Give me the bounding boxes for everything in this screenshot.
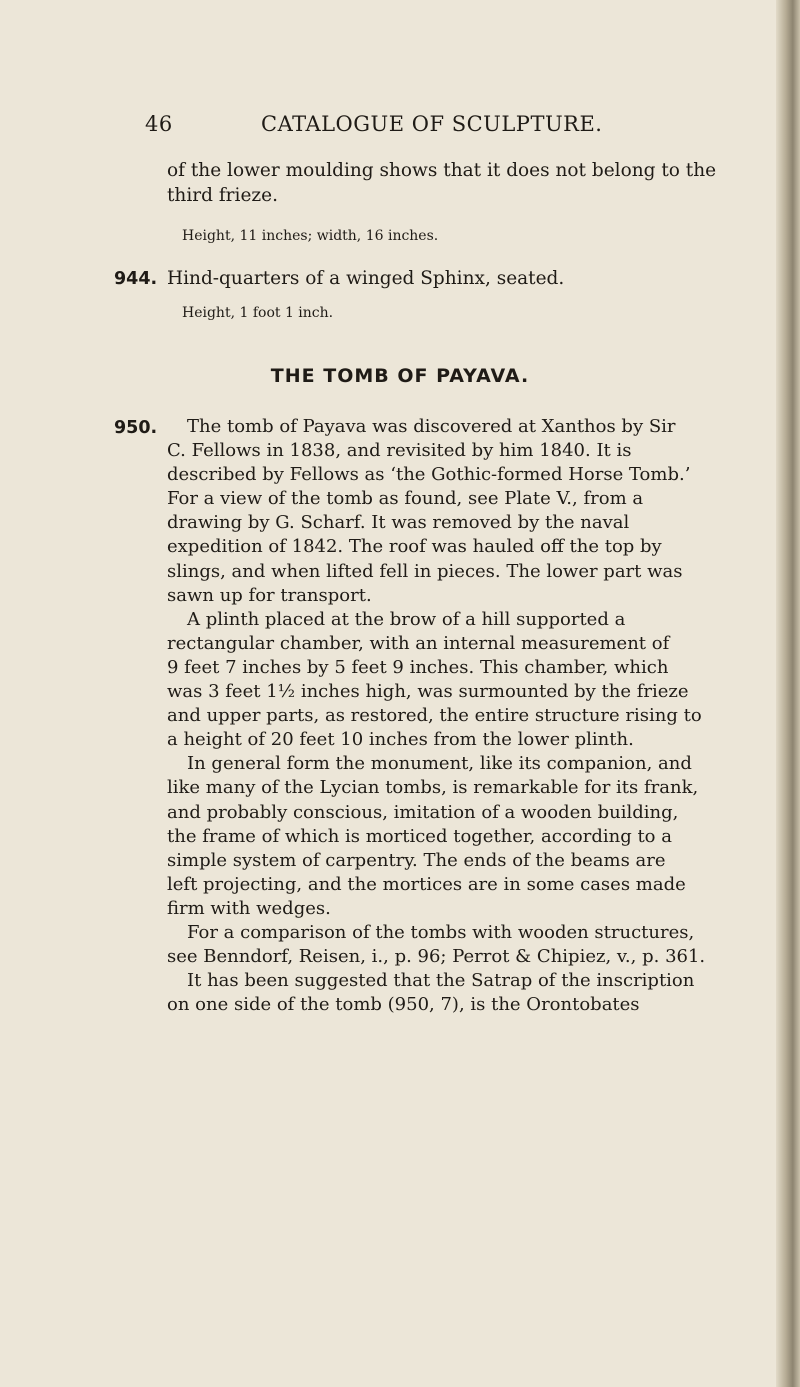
text-line: A plinth placed at the brow of a hill supported a — [187, 608, 626, 630]
text-line: simple system of carpentry. The ends of the beams are — [167, 849, 666, 871]
text-line: was 3 feet 1½ inches high, was surmounted by the frieze — [167, 681, 689, 703]
entry-944-dimensions: Height, 1 foot 1 inch. — [182, 305, 334, 321]
text-line: C. Fellows in 1838, and revisited by him 1840. It is — [167, 440, 632, 462]
text-line: 9 feet 7 inches by 5 feet 9 inches. This chamber, which — [167, 656, 669, 678]
text-line: drawing by G. Scharf. It was removed by the naval — [167, 512, 630, 534]
text-line: For a view of the tomb as found, see Plate V., from a — [167, 488, 644, 510]
text-line: slings, and when lifted fell in pieces. The lower part was — [167, 560, 683, 582]
entry-944-title: Hind-quarters of a winged Sphinx, seated. — [167, 268, 565, 289]
text-line: a height of 20 feet 10 inches from the lower plinth. — [167, 729, 634, 751]
entry-944-number: 944. — [114, 269, 158, 289]
intro-line-1: of the lower moulding shows that it does not belong to the — [167, 160, 717, 181]
section-title: THE TOMB OF PAYAVA. — [270, 365, 530, 387]
entry-950-text — [167, 416, 779, 1018]
running-title: CATALOGUE OF SCULPTURE. — [261, 112, 603, 136]
text-line: and upper parts, as restored, the entire structure rising to — [167, 705, 702, 727]
page-number: 46 — [145, 112, 173, 136]
entry-950-number: 950. — [114, 418, 158, 438]
intro-line-2: third frieze. — [167, 185, 278, 206]
text-line: on one side of the tomb (950, 7), is the Orontobates — [167, 994, 640, 1016]
text-line: and probably conscious, imitation of a wooden building, — [167, 801, 679, 823]
intro-dimensions: Height, 11 inches; width, 16 inches. — [182, 228, 439, 244]
text-line: In general form the monument, like its companion, and — [187, 753, 692, 775]
text-line: the frame of which is morticed together, according to a — [167, 825, 672, 847]
text-line: see Benndorf, Reisen, i., p. 96; Perrot & Chipiez, v., p. 361. — [167, 946, 706, 968]
text-line: The tomb of Payava was discovered at Xanthos by Sir — [187, 416, 676, 437]
text-line: rectangular chamber, with an internal measurement of — [167, 632, 670, 654]
text-line: For a comparison of the tombs with wooden structures, — [187, 921, 695, 943]
text-line: left projecting, and the mortices are in some cases made — [167, 873, 686, 895]
text-line: described by Fellows as ‘the Gothic-formed Horse Tomb.’ — [167, 464, 691, 486]
page-edge — [776, 0, 800, 1387]
text-line: expedition of 1842. The roof was hauled off the top by — [167, 536, 662, 558]
text-line: It has been suggested that the Satrap of the inscription — [187, 970, 695, 992]
text-line: firm with wedges. — [167, 897, 331, 919]
text-line: sawn up for transport. — [167, 584, 372, 606]
text-line: like many of the Lycian tombs, is remarkable for its frank, — [167, 777, 699, 799]
